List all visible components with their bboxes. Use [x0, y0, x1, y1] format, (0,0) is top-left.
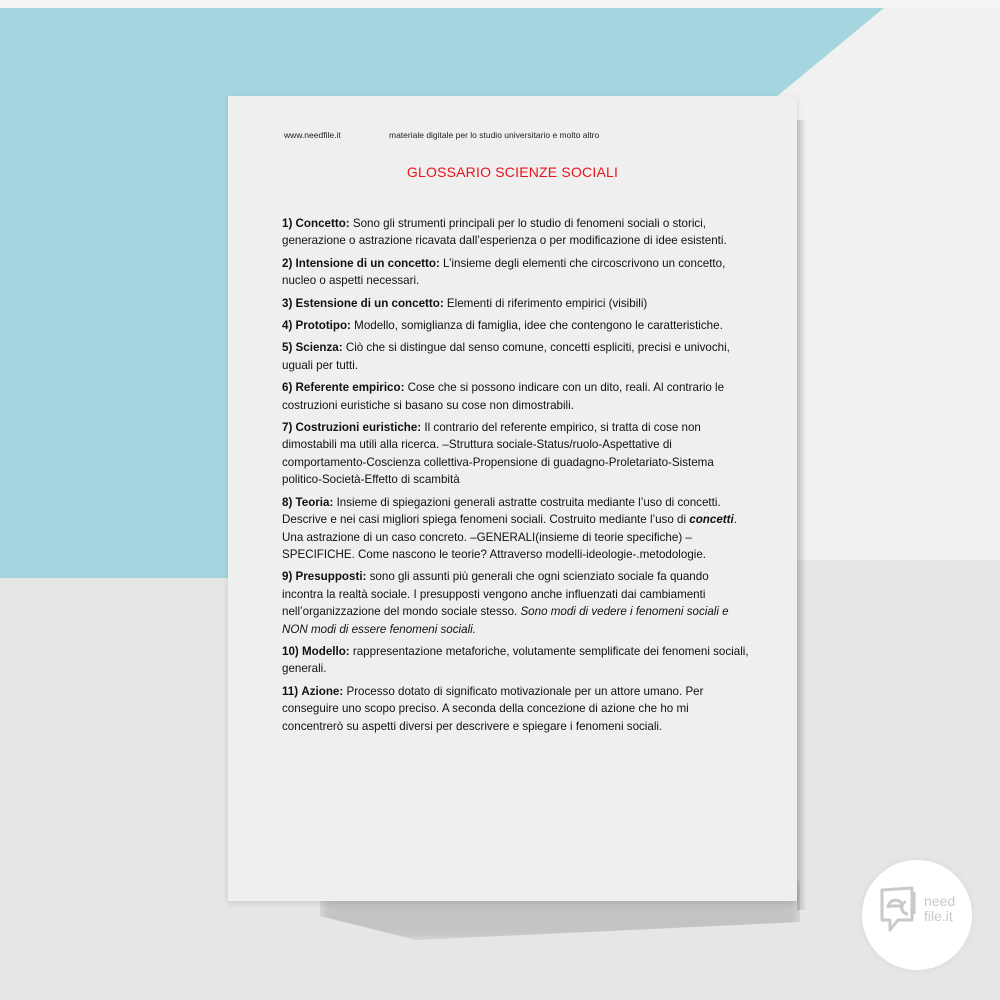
entry-emphasis: concetti — [689, 513, 734, 527]
entry-term: Azione: — [301, 684, 344, 698]
entry-number: 6) — [282, 381, 293, 395]
glossary-entry — [282, 683, 752, 735]
glossary-entry — [282, 494, 752, 564]
glossary-entry — [282, 215, 752, 250]
entry-term: Concetto: — [295, 217, 350, 230]
entry-text: rappresentazione metaforiche, volutamente semplificate dei fenomeni sociali, generali. — [282, 644, 749, 676]
glossary-entry — [282, 255, 752, 290]
entry-number: 8) — [282, 495, 293, 509]
glossary-entry — [282, 295, 752, 312]
entry-number: 2) — [282, 256, 293, 270]
glossary-entry — [282, 643, 752, 678]
entry-term: Referente empirico: — [295, 381, 405, 395]
entry-text: sono gli assunti più generali che ogni scienziato sociale fa quando incontra la realtà sociale. I presupposti vengono anche influenzati dai cambiamenti nell’organizzazione del mondo sociale stesso. — [282, 570, 709, 619]
document-title: GLOSSARIO SCIENZE SOCIALI — [406, 164, 619, 180]
entry-text: Cose che si possono indicare con un dito, reali. Al contrario le costruzioni euristiche si basano su cose non dimostrabili. — [282, 381, 725, 412]
glossary-entry — [282, 317, 752, 334]
entry-term: Scienza: — [295, 341, 343, 355]
background-top-band — [0, 0, 1000, 8]
entry-text: Sono gli strumenti principali per lo studio di fenomeni sociali o storici, generazione o astrazione ricavata dall’esperienza o per modificazione di idee esistenti. — [282, 217, 727, 248]
entry-number: 5) — [282, 341, 293, 355]
logo-line-need: need — [924, 893, 956, 909]
entry-number: 1) — [282, 217, 293, 230]
page-edge-shadow — [797, 120, 807, 910]
entry-number: 4) — [282, 319, 293, 333]
entry-text: L’insieme degli elementi che circoscrivono un concetto, nucleo o aspetti necessari. — [282, 256, 726, 288]
entry-number: 3) — [282, 296, 293, 310]
glossary-entry — [282, 379, 752, 414]
entry-term: Estensione di un concetto: — [295, 296, 444, 310]
logo-line-file: file.it — [924, 908, 953, 924]
entry-text: Il contrario del referente empirico, si tratta di cose non dimostabili ma utili alla ricerca. –Struttura sociale-Status/ruolo-Aspettative di comportamento-Coscienza collettiva-Propensione di guadagno-Proletariato-Sistema politico-Società-Effetto di scambità — [282, 421, 714, 487]
entry-number: 10) — [282, 644, 299, 658]
entry-text: Elementi di riferimento empirici (visibili) — [443, 296, 648, 310]
entry-term: Intensione di un concetto: — [295, 256, 440, 270]
document-page — [228, 96, 797, 901]
glossary-entry — [282, 568, 752, 638]
entry-term: Presupposti: — [295, 570, 367, 584]
entry-number: 7) — [282, 421, 293, 435]
entry-term: Costruzioni euristiche: — [295, 421, 422, 435]
glossary-list — [282, 215, 752, 740]
glossary-entry — [282, 339, 752, 374]
entry-text: Processo dotato di significato motivazionale per un attore umano. Per conseguire uno scopo preciso. A seconda della concezione di azione che ho mi concentrerò su aspetti diversi per descrivere e spiegare i fenomeni sociali. — [282, 684, 704, 733]
glossary-entry — [282, 419, 752, 489]
needfile-logo — [862, 860, 972, 970]
entry-italic-note: Sono modi di vedere i fenomeni sociali e NON modi di essere fenomeni sociali. — [282, 605, 729, 636]
entry-term: Modello: — [302, 644, 350, 658]
entry-text: Modello, somiglianza di famiglia, idee che contengono le caratteristiche. — [350, 319, 723, 333]
entry-text-continued: . Una astrazione di un caso concreto. –GENERALI(insieme di teorie specifiche) –SPECIFICHE. Come nascono le teorie? Attraverso modelli-ideologie-.metodologie. — [282, 513, 737, 561]
header-site-url: www.needfile.it — [284, 130, 341, 140]
needfile-logo-mark-icon — [878, 884, 922, 936]
entry-term: Prototipo: — [295, 319, 351, 333]
header-tagline: materiale digitale per lo studio universitario e molto altro — [389, 130, 600, 140]
entry-text: Ciò che si distingue dal senso comune, concetti espliciti, precisi e univochi, uguali per tutti. — [282, 341, 730, 372]
entry-term: Teoria: — [295, 495, 334, 509]
entry-number: 9) — [282, 570, 293, 584]
needfile-logo-wordmark — [924, 894, 955, 924]
entry-text: Insieme di spiegazioni generali astratte costruita mediante l’uso di concetti. Descrive e nei casi migliori spiega fenomeni sociali. Costruito mediante l’uso di — [282, 495, 721, 527]
entry-number: 11) — [282, 684, 299, 698]
